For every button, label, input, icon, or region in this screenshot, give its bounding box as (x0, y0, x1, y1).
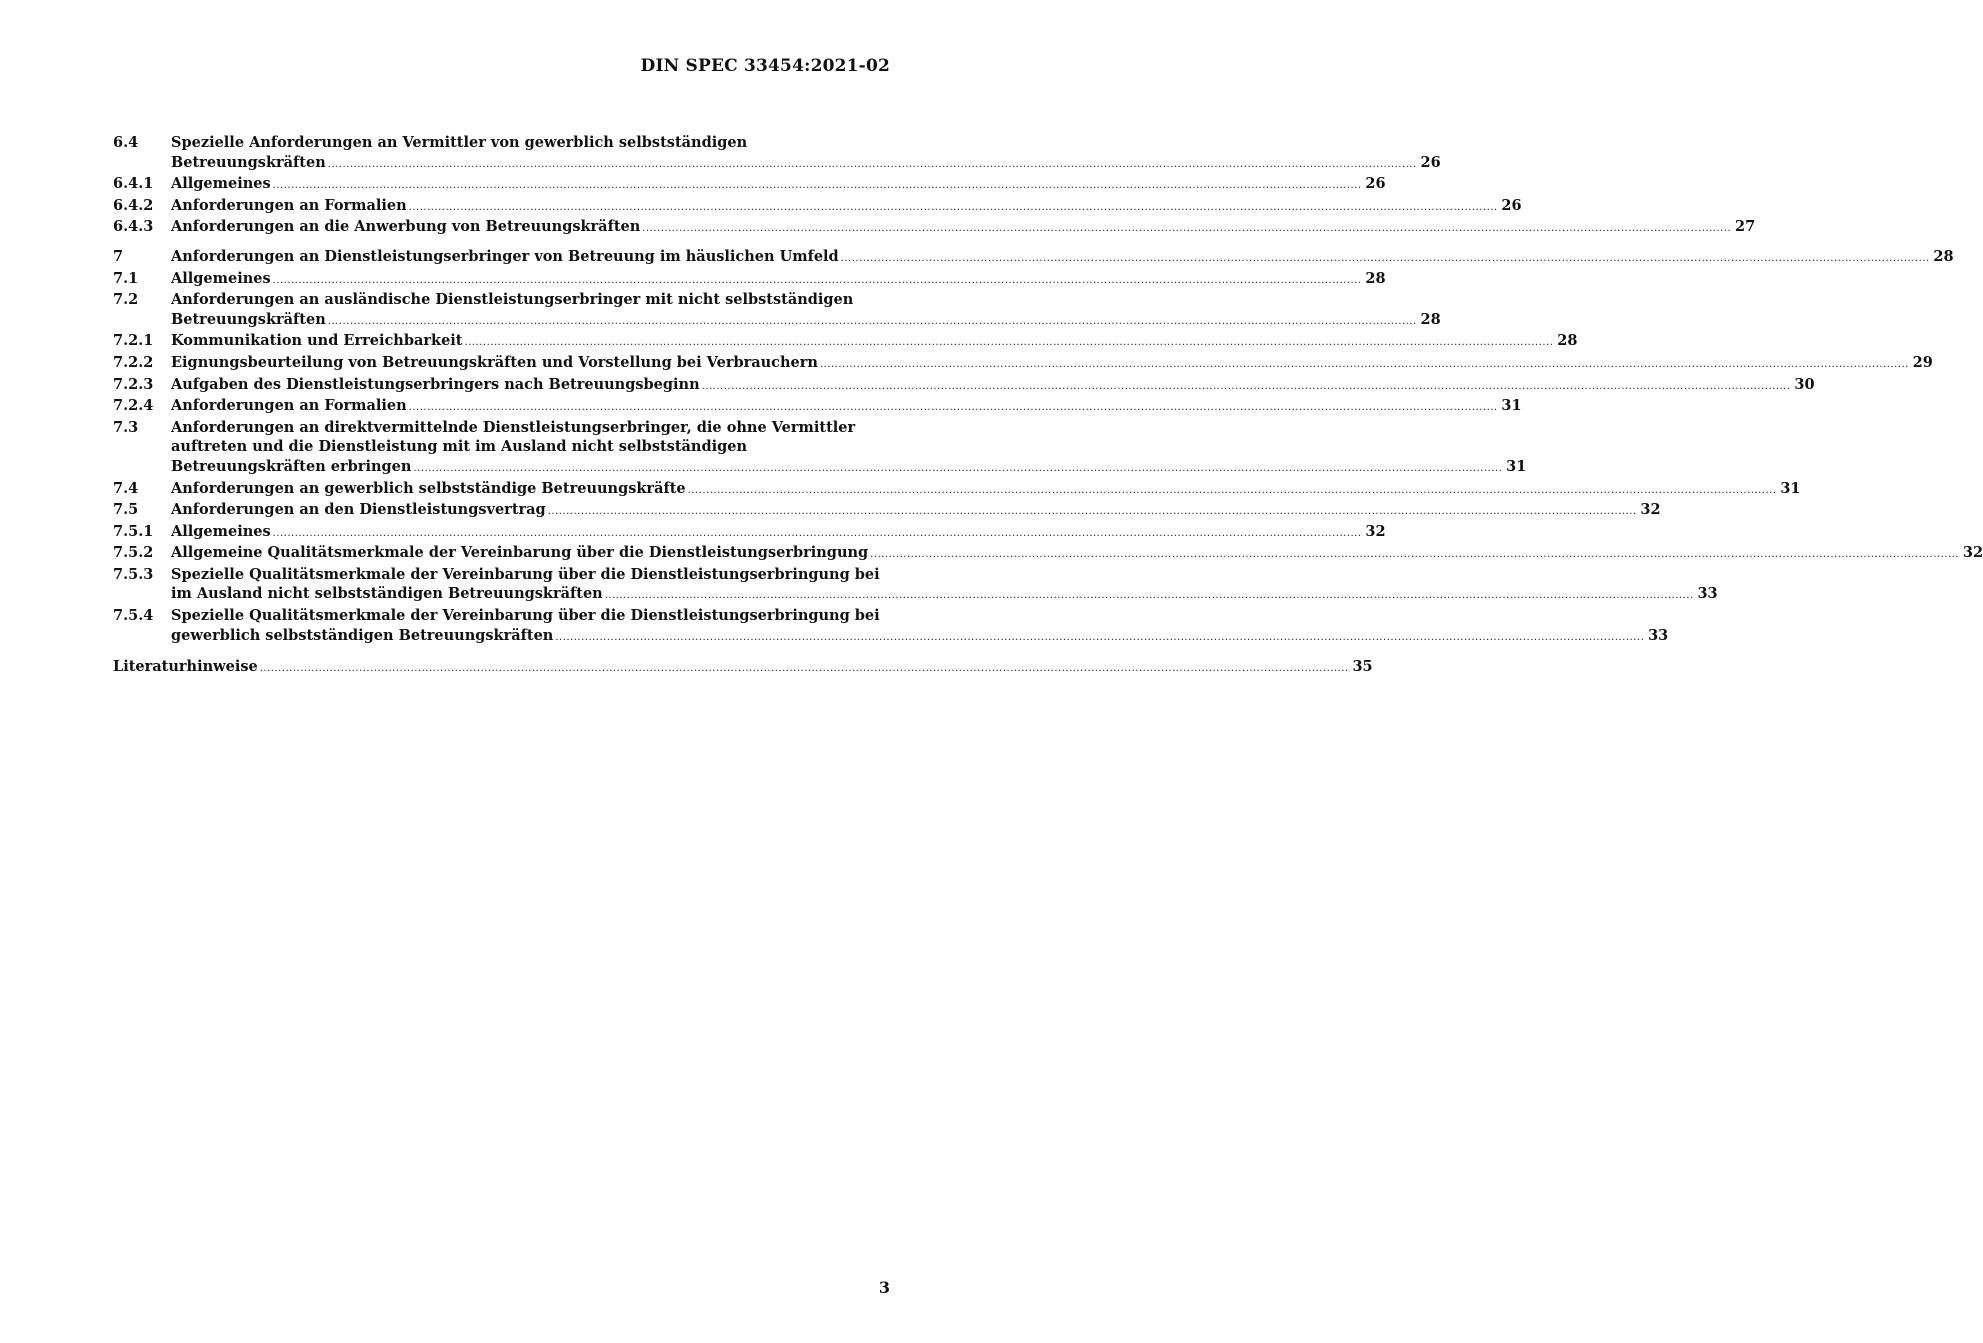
toc-entry-title: Anforderungen an Formalien (171, 397, 407, 415)
leader-dots (273, 271, 1362, 291)
toc-entry-number: 7.2.4 (113, 397, 154, 415)
toc-entry-title: Anforderungen an Formalien (171, 196, 407, 214)
toc-entry-page: 28 (1365, 269, 1386, 287)
toc-entry-title: Betreuungskräften erbringen (171, 457, 412, 475)
toc-entry[interactable] (113, 418, 1527, 479)
toc-entry-title: Allgemeines (171, 522, 271, 540)
toc-entry-title: Spezielle Anforderungen an Vermittler von gewerblich selbstständigen (171, 134, 748, 151)
leader-dots (820, 355, 1909, 375)
toc-entry[interactable] (113, 606, 1669, 647)
toc-entry-title: Literaturhinweise (113, 658, 258, 676)
toc-entry-title: Allgemeine Qualitätsmerkmale der Vereinbarung über die Dienstleistungserbringung (171, 544, 869, 562)
toc-entry-title: Anforderungen an direktvermittelnde Dienstleistungserbringer, die ohne Vermittler (171, 418, 856, 436)
toc-entry-page: 28 (1420, 310, 1441, 328)
toc-entry-page: 26 (1365, 175, 1386, 193)
toc-entry-title: Anforderungen an den Dienstleistungsvertrag (171, 501, 546, 519)
toc-entry-page: 33 (1648, 626, 1669, 644)
toc-entry-page: 26 (1420, 153, 1441, 171)
toc-entry-title: Anforderungen an die Anwerbung von Betreuungskräften (171, 218, 641, 236)
leader-dots (642, 219, 1731, 239)
toc-entry[interactable] (113, 290, 1441, 331)
leader-dots (465, 333, 1554, 353)
leader-dots (409, 198, 1498, 218)
toc-entry-page: 30 (1794, 375, 1815, 393)
toc-entry-page: 26 (1501, 196, 1522, 214)
toc-entry-number: 6.4.2 (113, 196, 154, 214)
toc-entry-title: Betreuungskräften (171, 153, 326, 171)
leader-dots (555, 628, 1644, 648)
toc-entry[interactable] (113, 543, 1983, 565)
toc-entry-title: Betreuungskräften (171, 310, 326, 328)
toc-entry-number: 7.5.4 (113, 607, 154, 625)
leader-dots (260, 659, 1349, 679)
toc-entry-title: Allgemeines (171, 175, 271, 193)
toc-entry-number: 7.1 (113, 269, 139, 287)
leader-dots (273, 176, 1362, 196)
leader-dots (413, 459, 1502, 479)
toc-entry-title: auftreten und die Dienstleistung mit im Ausland nicht selbstständigen (171, 438, 748, 456)
toc-entry-page: 31 (1501, 397, 1522, 415)
document-header: DIN SPEC 33454:2021-02 (640, 56, 890, 76)
toc-entry[interactable] (113, 353, 1933, 375)
toc-entry-page: 33 (1697, 585, 1718, 603)
leader-dots (328, 155, 1417, 175)
toc-entry-number: 7.4 (113, 479, 139, 497)
page-number: 3 (878, 1278, 890, 1297)
toc-entry-number: 7.2.1 (113, 332, 154, 350)
toc-entry[interactable] (113, 500, 1661, 522)
toc-entry-page: 31 (1780, 479, 1801, 497)
toc-entry[interactable] (113, 375, 1815, 397)
toc-entry-page: 29 (1912, 353, 1933, 371)
toc-entry[interactable] (113, 269, 1386, 291)
leader-dots (870, 545, 1959, 565)
toc-entry[interactable] (113, 133, 1441, 174)
toc-entry-title: gewerblich selbstständigen Betreuungskräften (171, 626, 554, 644)
leader-dots (273, 524, 1362, 544)
table-of-contents (113, 133, 1983, 679)
toc-entry-page: 32 (1365, 522, 1386, 540)
toc-entry-number: 7.5.2 (113, 544, 154, 562)
toc-entry[interactable] (113, 522, 1386, 544)
toc-entry[interactable] (113, 396, 1522, 418)
leader-dots (548, 502, 1637, 522)
toc-entry-page: 27 (1735, 218, 1756, 236)
leader-dots (328, 312, 1417, 332)
toc-entry-page: 31 (1506, 457, 1527, 475)
toc-entry-title: Anforderungen an ausländische Dienstleistungserbringer mit nicht selbstständigen (171, 291, 854, 309)
toc-entry[interactable] (113, 174, 1386, 196)
toc-entry-title: Allgemeines (171, 269, 271, 287)
toc-entry[interactable] (113, 657, 1373, 679)
toc-entry-number: 6.4 (113, 134, 139, 151)
toc-entry-page: 32 (1962, 544, 1983, 562)
toc-entry[interactable] (113, 565, 1718, 606)
toc-entry-page: 28 (1557, 332, 1578, 350)
toc-entry-number: 7 (113, 247, 124, 265)
toc-entry-number: 7.2.3 (113, 375, 154, 393)
toc-entry-number: 7.5.3 (113, 565, 154, 583)
leader-dots (841, 249, 1930, 269)
toc-entry-number: 7.3 (113, 418, 139, 436)
toc-entry-title: Anforderungen an gewerblich selbstständige Betreuungskräfte (171, 479, 686, 497)
toc-entry-number: 7.5.1 (113, 522, 154, 540)
leader-dots (605, 586, 1694, 606)
toc-entry-title: Anforderungen an Dienstleistungserbringer von Betreuung im häuslichen Umfeld (171, 247, 839, 265)
toc-entry[interactable] (113, 331, 1578, 353)
toc-entry-number: 7.2.2 (113, 353, 154, 371)
toc-entry[interactable] (113, 196, 1522, 218)
toc-entry-number: 7.5 (113, 501, 139, 519)
toc-entry[interactable] (113, 217, 1756, 239)
leader-dots (409, 398, 1498, 418)
toc-entry-number: 6.4.1 (113, 175, 154, 193)
leader-dots (702, 377, 1791, 397)
toc-entry[interactable] (113, 479, 1801, 501)
toc-entry-title: Aufgaben des Dienstleistungserbringers nach Betreuungsbeginn (171, 375, 700, 393)
toc-entry-page: 32 (1640, 501, 1661, 519)
toc-entry-number: 6.4.3 (113, 218, 154, 236)
toc-entry-title: im Ausland nicht selbstständigen Betreuungskräften (171, 585, 603, 603)
toc-entry-page: 35 (1352, 658, 1373, 676)
toc-entry-title: Spezielle Qualitätsmerkmale der Vereinbarung über die Dienstleistungserbringung bei (171, 607, 880, 625)
toc-entry-title: Kommunikation und Erreichbarkeit (171, 332, 463, 350)
toc-entry-page: 28 (1933, 247, 1954, 265)
toc-entry-title: Eignungsbeurteilung von Betreuungskräften und Vorstellung bei Verbrauchern (171, 353, 818, 371)
toc-entry-number: 7.2 (113, 291, 139, 309)
toc-entry-title: Spezielle Qualitätsmerkmale der Vereinbarung über die Dienstleistungserbringung bei (171, 565, 880, 583)
toc-entry[interactable] (113, 247, 1954, 269)
leader-dots (688, 481, 1777, 501)
